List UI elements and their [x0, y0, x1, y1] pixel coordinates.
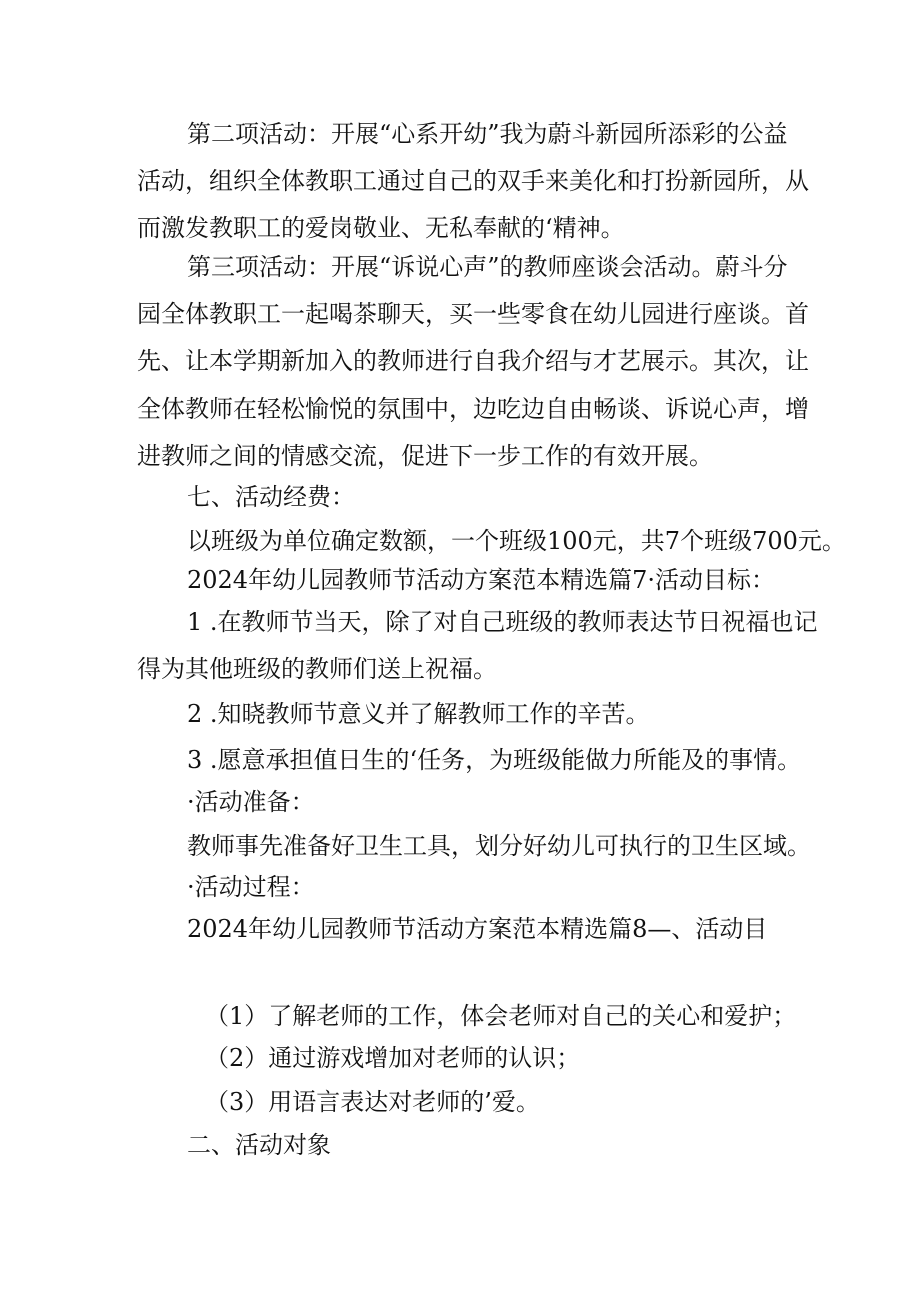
paragraph-line: 得为其他班级的教师们送上祝福。	[137, 655, 497, 683]
section-heading: ·活动过程：	[187, 873, 315, 901]
section-heading: 二、活动对象	[187, 1131, 331, 1159]
paragraph-line: 先、让本学期新加入的教师进行自我介绍与才艺展示。其次，让	[137, 347, 809, 375]
section-heading: 2024年幼儿园教师节活动方案范本精选篇8—、活动目	[187, 915, 768, 943]
paragraph-line: 而激发教职工的爱岗敬业、无私奉献的‘精神。	[137, 214, 625, 242]
list-item: （2）通过游戏增加对老师的认识；	[205, 1044, 581, 1072]
list-item: 3 .愿意承担值日生的‘任务，为班级能做力所能及的事情。	[187, 746, 802, 774]
paragraph-line: 第二项活动：开展“心系开幼”我为蔚斗新园所添彩的公益	[187, 120, 788, 148]
list-item: 1 .在教师节当天，除了对自己班级的教师表达节日祝福也记	[187, 608, 818, 636]
list-item: 2 .知晓教师节意义并了解教师工作的辛苦。	[187, 700, 650, 728]
paragraph-line: 以班级为单位确定数额，一个班级100元，共7个班级700元。	[187, 527, 846, 555]
list-item: （1）了解老师的工作，体会老师对自己的关心和爱护；	[205, 1002, 797, 1030]
section-heading: ·活动准备：	[187, 788, 315, 816]
paragraph-line: 活动，组织全体教职工通过自己的双手来美化和打扮新园所，从	[137, 167, 809, 195]
section-heading: 七、活动经费：	[187, 483, 355, 511]
paragraph-line: 全体教师在轻松愉悦的氛围中，边吃边自由畅谈、诉说心声，增	[137, 395, 809, 423]
paragraph-line: 园全体教职工一起喝茶聊天，买一些零食在幼儿园进行座谈。首	[137, 300, 809, 328]
paragraph-line: 第三项活动：开展“诉说心声”的教师座谈会活动。蔚斗分	[187, 253, 788, 281]
list-item: （3）用语言表达对老师的’爱。	[205, 1088, 540, 1116]
section-heading: 2024年幼儿园教师节活动方案范本精选篇7·活动目标：	[187, 566, 775, 594]
paragraph-line: 进教师之间的情感交流，促进下一步工作的有效开展。	[137, 442, 713, 470]
paragraph-line: 教师事先准备好卫生工具，划分好幼儿可执行的卫生区域。	[187, 832, 811, 860]
